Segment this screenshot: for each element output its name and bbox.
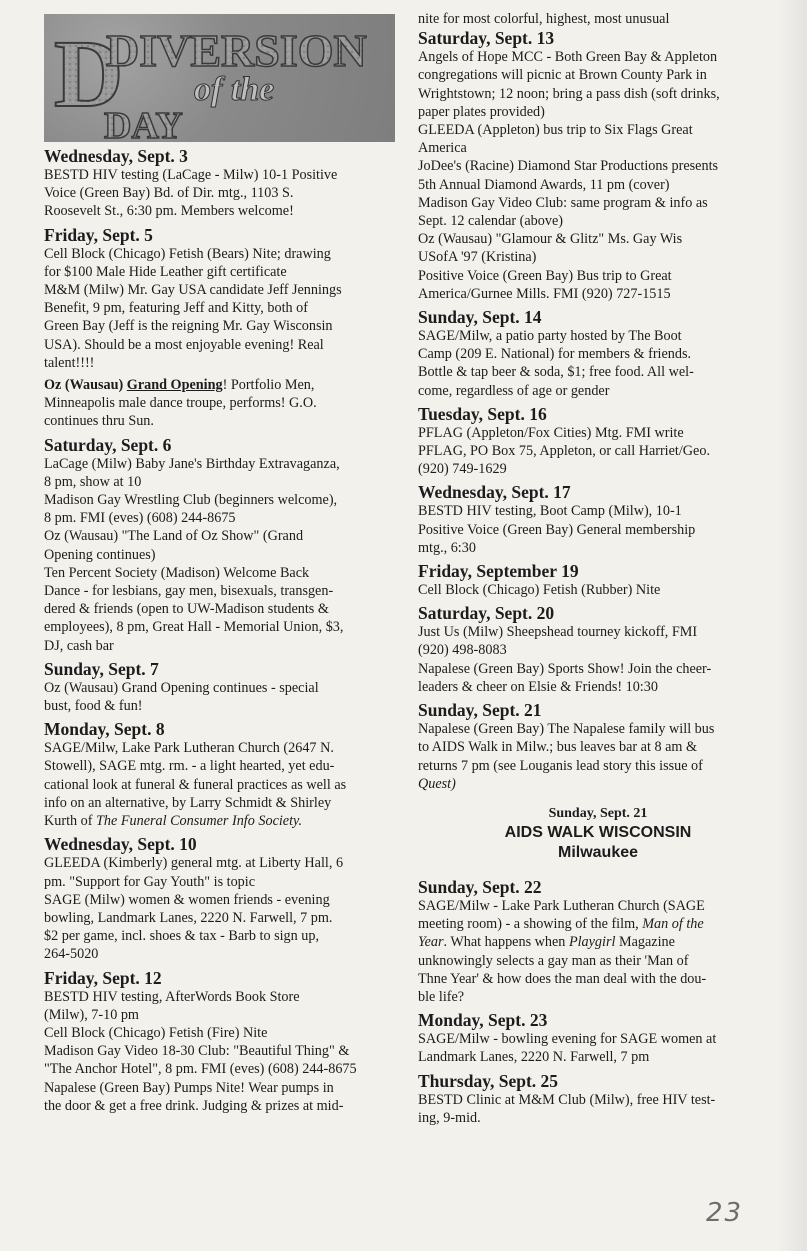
event-line: (Milw), 7-10 pm xyxy=(44,1006,139,1023)
day-heading: Wednesday, Sept. 3 xyxy=(44,146,188,166)
day-heading: Sunday, Sept. 22 xyxy=(418,876,542,897)
svg-text:D: D xyxy=(54,20,124,127)
event-day-wed-sept-17 xyxy=(418,482,778,557)
event-line: come, regardless of age or gender xyxy=(418,382,610,399)
event-line: Just Us (Milw) Sheepshead tourney kickoff, FMI xyxy=(418,624,698,641)
event-line: SAGE/Milw - bowling evening for SAGE women at xyxy=(418,1031,717,1048)
event-line: congregations will picnic at Brown County Park in xyxy=(418,67,707,84)
event-line: unknowingly selects a gay man as their 'Man of xyxy=(418,952,689,969)
day-heading: Wednesday, Sept. 17 xyxy=(418,482,571,503)
event-day-mon-sept-8 xyxy=(44,719,402,830)
event-line: USofA '97 (Kristina) xyxy=(418,249,537,266)
event-day-thu-sept-25 xyxy=(418,1071,778,1127)
event-day-tue-sept-16 xyxy=(418,404,778,479)
event-text: Magazine xyxy=(615,934,675,951)
event-line: Angels of Hope MCC - Both Green Bay & Appleton xyxy=(418,49,718,66)
event-line: Cell Block (Chicago) Fetish (Rubber) Nite xyxy=(418,582,661,599)
event-line: JoDee's (Racine) Diamond Star Productions presents xyxy=(418,158,719,175)
event-text: meeting room) - a showing of the film, xyxy=(418,916,643,933)
left-column xyxy=(44,146,402,1119)
event-line: SAGE/Milw, a patio party hosted by The Boot xyxy=(418,328,682,345)
event-day-wed-sept-3 xyxy=(44,146,402,221)
banner-line1: DIVERSION xyxy=(106,25,367,76)
event-line: 8 pm. FMI (eves) (608) 244-8675 xyxy=(44,510,236,527)
event-day-sun-sept-14 xyxy=(418,307,778,400)
event-line: ing, 9-mid. xyxy=(418,1109,481,1126)
event-day-sat-sept-6 xyxy=(44,435,402,655)
event-day-sat-sept-13 xyxy=(418,28,778,303)
event-line: Madison Gay Video Club: same program & info as xyxy=(418,194,708,211)
event-line: Roosevelt St., 6:30 pm. Members welcome! xyxy=(44,203,294,220)
event-line: America/Gurnee Mills. FMI (920) 727-1515 xyxy=(418,285,671,302)
event-line: SAGE (Milw) women & women friends - evening xyxy=(44,891,330,908)
event-line: continues thru Sun. xyxy=(44,413,154,430)
event-day-sun-sept-22 xyxy=(418,877,778,1006)
event-line: Voice (Green Bay) Bd. of Dir. mtg., 1103 S. xyxy=(44,185,294,202)
event-line: ble life? xyxy=(418,988,465,1005)
event-day-mon-sept-23 xyxy=(418,1010,778,1066)
event-line: to AIDS Walk in Milw.; bus leaves bar at 8 am & xyxy=(418,739,698,756)
event-line: Ten Percent Society (Madison) Welcome Back xyxy=(44,564,310,581)
day-heading: Saturday, Sept. 20 xyxy=(418,603,555,624)
event-line: talent!!!! xyxy=(44,354,95,371)
event-line: GLEEDA (Appleton) bus trip to Six Flags Great xyxy=(418,122,693,139)
event-line: BESTD Clinic at M&M Club (Milw), free HIV test- xyxy=(418,1091,716,1108)
event-line: the door & get a free drink. Judging & prizes at mid- xyxy=(44,1097,344,1114)
event-day-fri-sept-5 xyxy=(44,225,402,431)
event-line: Napalese (Green Bay) Sports Show! Join the cheer- xyxy=(418,660,712,677)
day-heading: Wednesday, Sept. 10 xyxy=(44,834,197,855)
event-line: Positive Voice (Green Bay) General membership xyxy=(418,521,696,538)
event-text: Kurth of xyxy=(44,813,97,830)
banner-title-art xyxy=(44,14,395,142)
event-line: Green Bay (Jeff is the reigning Mr. Gay Wisconsin xyxy=(44,318,333,335)
day-heading: Sunday, Sept. 21 xyxy=(418,700,542,721)
event-line: dered & friends (open to UW-Madison students & xyxy=(44,601,329,618)
event-line: Stowell), SAGE mtg. rm. - a light hearted, yet edu- xyxy=(44,758,335,775)
day-heading: Tuesday, Sept. 16 xyxy=(418,403,547,424)
banner-line3: DAY xyxy=(104,105,183,142)
event-line: SAGE/Milw, Lake Park Lutheran Church (2647 N. xyxy=(44,740,334,757)
event-day-fri-sept-19 xyxy=(418,561,778,599)
aids-walk-title: AIDS WALK WISCONSIN xyxy=(504,823,692,841)
event-line: Oz (Wausau) Grand Opening continues - special xyxy=(44,679,319,696)
film-title: Year xyxy=(418,934,444,951)
page-number: 23 xyxy=(706,1198,744,1228)
diversion-of-the-day-banner xyxy=(44,14,395,142)
event-line: DJ, cash bar xyxy=(44,637,114,654)
event-line: Thne Year' & how does the man deal with the dou- xyxy=(418,970,707,987)
event-line: Minneapolis male dance troupe, performs! G.O. xyxy=(44,395,317,412)
event-line: BESTD HIV testing (LaCage - Milw) 10-1 Positive xyxy=(44,167,338,183)
continued-line: nite for most colorful, highest, most unusual xyxy=(418,11,670,27)
event-line: mtg., 6:30 xyxy=(418,539,476,556)
event-day-wed-sept-10 xyxy=(44,834,402,963)
event-line: America xyxy=(418,140,467,157)
event-line: bowling, Landmark Lanes, 2220 N. Farwell, 7 pm. xyxy=(44,909,333,926)
event-line: Dance - for lesbians, gay men, bisexuals, transgen- xyxy=(44,583,334,600)
day-heading: Friday, Sept. 5 xyxy=(44,224,153,245)
event-line: Madison Gay Video 18-30 Club: "Beautiful Thing" & xyxy=(44,1043,350,1060)
event-line: for $100 Male Hide Leather gift certificate xyxy=(44,263,287,280)
event-line: bust, food & fun! xyxy=(44,698,143,715)
page-edge-shadow xyxy=(777,0,807,1251)
event-line: 264-5020 xyxy=(44,946,99,963)
aids-walk-date: Sunday, Sept. 21 xyxy=(548,805,648,821)
aids-walk-city: Milwaukee xyxy=(557,843,639,861)
event-line: USA). Should be a most enjoyable evening! Real xyxy=(44,336,324,353)
magazine-title: Playgirl xyxy=(568,934,616,951)
event-line: GLEEDA (Kimberly) general mtg. at Liberty Hall, 6 xyxy=(44,855,344,872)
event-line: PFLAG (Appleton/Fox Cities) Mtg. FMI write xyxy=(418,424,684,441)
event-line: (920) 498-8083 xyxy=(418,642,507,659)
event-line: Oz (Wausau) "The Land of Oz Show" (Grand xyxy=(44,528,304,545)
event-line: PFLAG, PO Box 75, Appleton, or call Harriet/Geo. xyxy=(418,443,710,460)
event-line xyxy=(44,376,402,394)
event-line: Oz (Wausau) "Glamour & Glitz" Ms. Gay Wis xyxy=(418,231,683,248)
venue-name: Oz (Wausau) xyxy=(44,377,127,394)
event-day-sun-sept-21 xyxy=(418,700,778,793)
event-line: Madison Gay Wrestling Club (beginners welcome), xyxy=(44,492,338,509)
event-line: 8 pm, show at 10 xyxy=(44,473,142,490)
event-line: cational look at funeral & funeral practices as well as xyxy=(44,776,347,793)
day-heading: Saturday, Sept. 6 xyxy=(44,434,172,455)
event-line: info on an alternative, by Larry Schmidt & Shirley xyxy=(44,794,332,811)
day-heading: Saturday, Sept. 13 xyxy=(418,28,555,49)
event-line: Napalese (Green Bay) Pumps Nite! Wear pumps in xyxy=(44,1079,334,1096)
event-line xyxy=(44,812,402,830)
banner-line2: of the xyxy=(194,71,275,108)
event-line: Landmark Lanes, 2220 N. Farwell, 7 pm xyxy=(418,1049,650,1066)
event-day-sun-sept-7 xyxy=(44,659,402,715)
event-line: "The Anchor Hotel", 8 pm. FMI (eves) (608) 244-8675 xyxy=(44,1061,357,1078)
event-line: Bottle & tap beer & soda, $1; free food. All wel- xyxy=(418,364,694,381)
event-line: Cell Block (Chicago) Fetish (Fire) Nite xyxy=(44,1024,268,1041)
event-line: Napalese (Green Bay) The Napalese family will bus xyxy=(418,721,715,738)
day-heading: Monday, Sept. 23 xyxy=(418,1010,548,1031)
event-line: Wrightstown; 12 noon; bring a pass dish (soft drinks, xyxy=(418,85,720,102)
event-text: . What happens when xyxy=(443,934,569,951)
event-line: employees), 8 pm, Great Hall - Memorial Union, $3, xyxy=(44,619,344,636)
event-line: $2 per game, incl. shoes & tax - Barb to sign up, xyxy=(44,928,320,945)
right-column xyxy=(418,10,778,1131)
event-line: Sept. 12 calendar (above) xyxy=(418,213,563,230)
event-text: ! Portfolio Men, xyxy=(222,377,315,394)
event-line: Opening continues) xyxy=(44,546,156,563)
event-day-fri-sept-12 xyxy=(44,968,402,1115)
event-line xyxy=(418,915,778,933)
grand-opening-text: Grand Opening xyxy=(126,377,223,394)
day-heading: Sunday, Sept. 7 xyxy=(44,658,159,679)
event-line xyxy=(418,933,778,951)
film-title: Man of the xyxy=(642,916,704,933)
event-day-sat-sept-20 xyxy=(418,603,778,696)
event-line: pm. "Support for Gay Youth" is topic xyxy=(44,873,256,890)
event-line: (920) 749-1629 xyxy=(418,461,507,478)
event-line: BESTD HIV testing, AfterWords Book Store xyxy=(44,988,300,1005)
event-line: paper plates provided) xyxy=(418,103,545,120)
event-line: Camp (209 E. National) for members & friends. xyxy=(418,346,692,363)
event-line: returns 7 pm (see Louganis lead story this issue of xyxy=(418,757,703,774)
day-heading: Monday, Sept. 8 xyxy=(44,719,165,740)
event-line: SAGE/Milw - Lake Park Lutheran Church (SAGE xyxy=(418,897,705,914)
event-line: leaders & cheer on Elsie & Friends! 10:30 xyxy=(418,678,658,695)
aids-walk-callout xyxy=(418,805,778,863)
event-line: LaCage (Milw) Baby Jane's Birthday Extravaganza, xyxy=(44,455,340,472)
event-line: M&M (Milw) Mr. Gay USA candidate Jeff Jennings xyxy=(44,282,342,299)
society-name: The Funeral Consumer Info Society. xyxy=(96,813,303,830)
event-line: Cell Block (Chicago) Fetish (Bears) Nite; drawing xyxy=(44,245,331,262)
event-line: Quest) xyxy=(418,775,456,792)
event-line: 5th Annual Diamond Awards, 11 pm (cover) xyxy=(418,176,670,193)
day-heading: Friday, September 19 xyxy=(418,561,579,582)
day-heading: Sunday, Sept. 14 xyxy=(418,307,542,328)
day-heading: Thursday, Sept. 25 xyxy=(418,1070,559,1091)
event-line: Positive Voice (Green Bay) Bus trip to Great xyxy=(418,267,672,284)
event-line: BESTD HIV testing, Boot Camp (Milw), 10-1 xyxy=(418,503,682,520)
day-heading: Friday, Sept. 12 xyxy=(44,967,162,988)
event-line: Benefit, 9 pm, featuring Jeff and Kitty, both of xyxy=(44,300,308,317)
